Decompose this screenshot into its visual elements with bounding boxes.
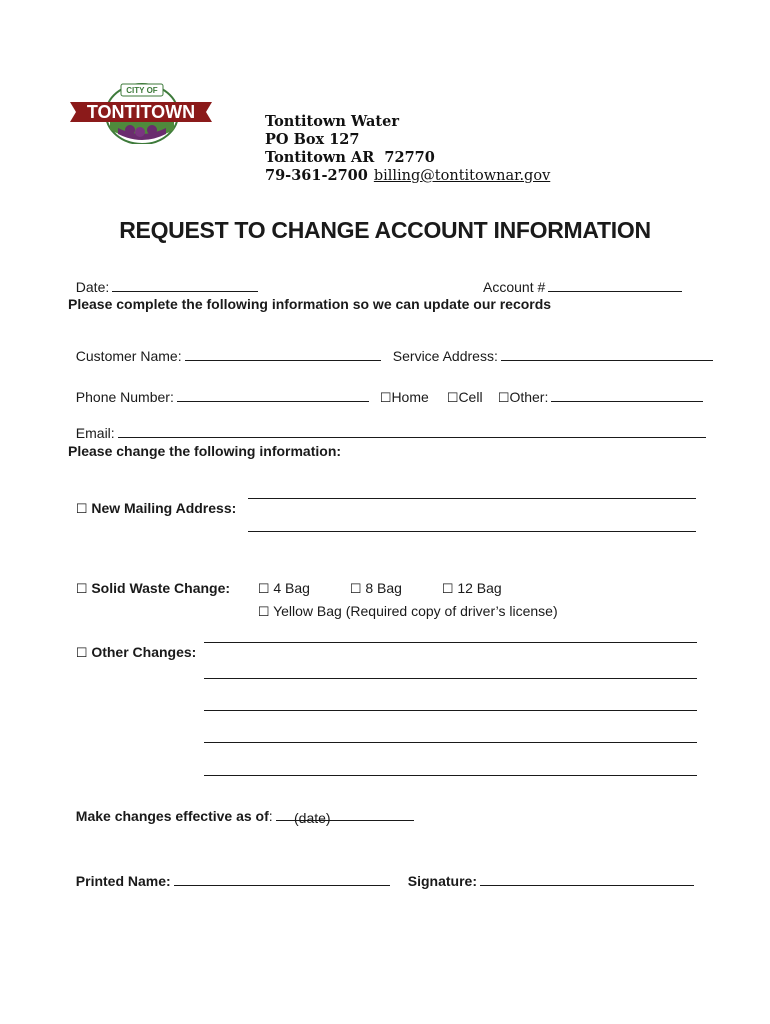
cell-label: Cell — [458, 389, 483, 405]
customer-name-field[interactable] — [68, 332, 381, 364]
phone-number-field[interactable] — [68, 373, 369, 405]
city-state-zip: Tontitown AR 72770 — [265, 149, 435, 166]
date-field[interactable] — [68, 263, 258, 295]
signature-blank[interactable] — [480, 884, 694, 886]
effective-date-label: Make changes effective as of — [75, 808, 269, 824]
other-changes-label: Other Changes: — [91, 644, 197, 660]
changes-heading: Please change the following information: — [68, 443, 342, 459]
org-name: Tontitown Water — [265, 113, 399, 130]
phone-other-option[interactable] — [490, 373, 703, 406]
other-phone-label: Other: — [509, 389, 549, 405]
yellow-bag-label: Yellow Bag (Required copy of driver’s license) — [273, 603, 558, 619]
phone-number-blank[interactable] — [177, 400, 369, 402]
other-changes-option[interactable] — [68, 628, 196, 661]
other-changes-line-1[interactable] — [204, 642, 697, 643]
effective-date-colon: : — [268, 808, 273, 824]
tontitown-logo — [66, 80, 216, 144]
solid-waste-change-option[interactable] — [68, 564, 230, 597]
customer-name-label: Customer Name: — [75, 348, 182, 364]
other-phone-checkbox[interactable]: ☐ — [497, 391, 510, 406]
service-address-label: Service Address: — [392, 348, 498, 364]
form-title: REQUEST TO CHANGE ACCOUNT INFORMATION — [119, 217, 651, 243]
solid-waste-label: Solid Waste Change: — [91, 580, 231, 596]
phone-cell-option[interactable] — [439, 373, 483, 406]
date-blank[interactable] — [112, 290, 258, 292]
cell-checkbox[interactable]: ☐ — [446, 391, 459, 406]
mailing-address-line-2[interactable] — [248, 531, 696, 532]
phone-number-label: Phone Number: — [75, 389, 174, 405]
phone-home-option[interactable] — [372, 373, 429, 406]
other-changes-line-2[interactable] — [204, 678, 697, 679]
new-mailing-address-label: New Mailing Address: — [91, 500, 237, 516]
service-address-blank[interactable] — [501, 359, 713, 361]
org-address-block — [265, 113, 550, 185]
po-box: PO Box 127 — [265, 131, 360, 148]
logo-city-of: CITY OF — [126, 86, 158, 95]
email-field[interactable] — [68, 409, 706, 441]
printed-name-label: Printed Name: — [75, 873, 171, 889]
billing-email-link[interactable]: billing@tontitownar.gov — [373, 168, 551, 184]
other-phone-blank[interactable] — [551, 400, 703, 402]
instructions-text: Please complete the following information so we can update our records — [68, 296, 552, 312]
home-checkbox[interactable]: ☐ — [379, 391, 392, 406]
bag-4-checkbox[interactable]: ☐ — [257, 582, 270, 597]
new-mailing-address-option[interactable] — [68, 484, 236, 517]
bag-12-label: 12 Bag — [457, 580, 502, 596]
signature-label: Signature: — [407, 873, 478, 889]
date-hint: (date) — [294, 810, 331, 826]
effective-date-field[interactable] — [68, 792, 414, 824]
printed-name-blank[interactable] — [174, 884, 390, 886]
mailing-address-line-1[interactable] — [248, 498, 696, 499]
email-blank[interactable] — [118, 436, 706, 438]
other-changes-checkbox[interactable]: ☐ — [75, 646, 88, 661]
other-changes-line-5[interactable] — [204, 775, 697, 776]
bag-4-label: 4 Bag — [273, 580, 310, 596]
home-label: Home — [391, 389, 429, 405]
yellow-bag-checkbox[interactable]: ☐ — [257, 605, 270, 620]
email-label: Email: — [75, 425, 115, 441]
date-label: Date: — [75, 279, 110, 295]
phone-number: 79-361-2700 — [265, 167, 368, 184]
other-changes-line-4[interactable] — [204, 742, 697, 743]
other-changes-line-3[interactable] — [204, 710, 697, 711]
bag-12-checkbox[interactable]: ☐ — [441, 582, 454, 597]
customer-name-blank[interactable] — [185, 359, 381, 361]
new-mailing-address-checkbox[interactable]: ☐ — [75, 502, 88, 517]
account-blank[interactable] — [548, 290, 682, 292]
yellow-bag-option[interactable] — [250, 587, 558, 620]
logo-wordmark: TONTITOWN — [86, 102, 196, 122]
solid-waste-checkbox[interactable]: ☐ — [75, 582, 88, 597]
bag-8-label: 8 Bag — [365, 580, 402, 596]
printed-name-field[interactable] — [68, 857, 390, 889]
account-field[interactable] — [476, 263, 682, 295]
signature-field[interactable] — [400, 857, 694, 889]
account-label: Account # — [483, 279, 546, 295]
service-address-field[interactable] — [385, 332, 713, 364]
bag-8-checkbox[interactable]: ☐ — [349, 582, 362, 597]
